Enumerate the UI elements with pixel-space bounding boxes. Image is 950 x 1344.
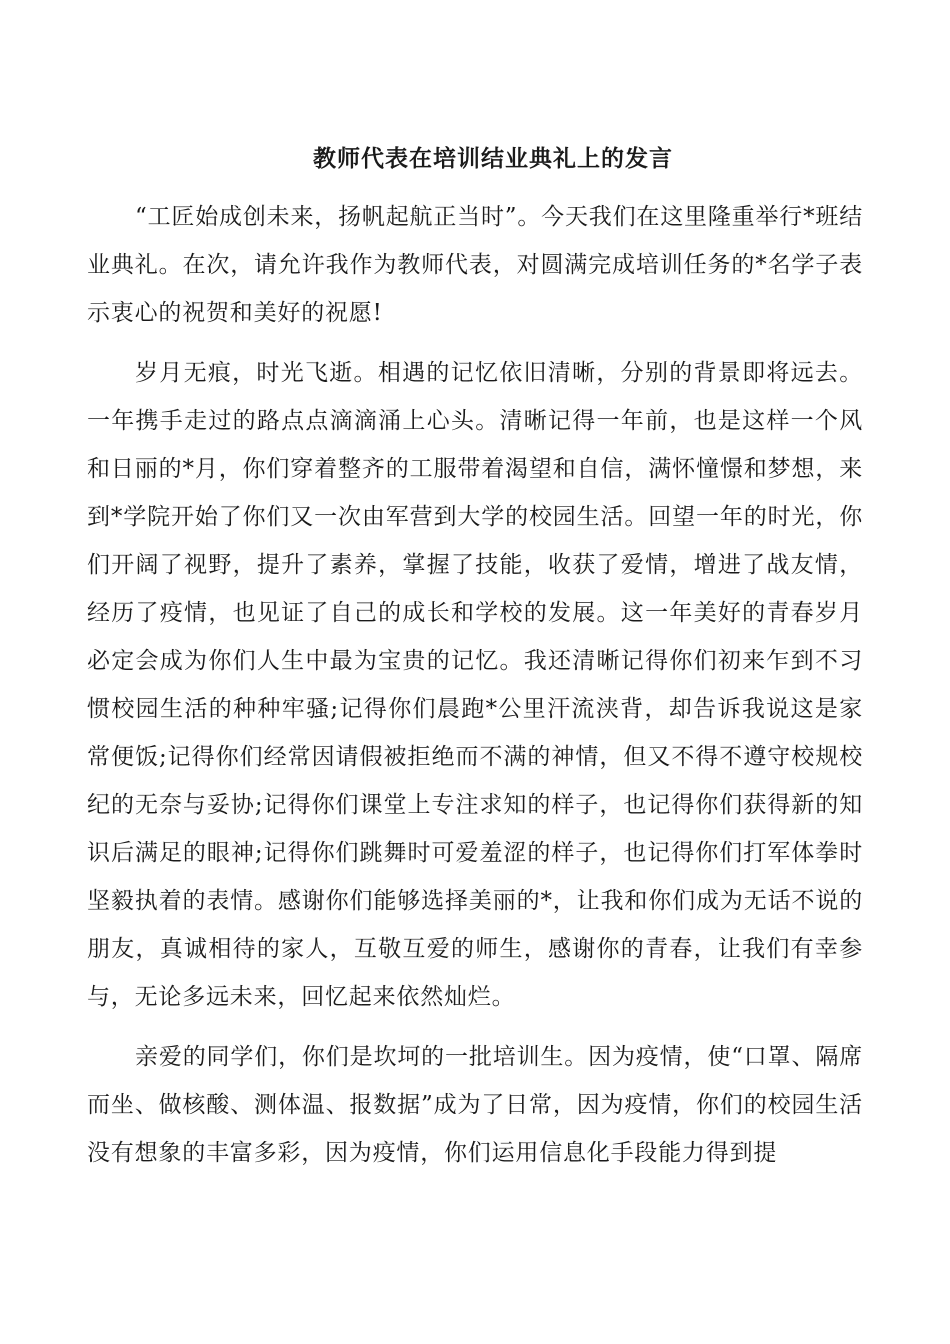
paragraph-opening: “工匠始成创未来，扬帆起航正当时”。今天我们在这里隆重举行*班结业典礼。在次，请允许我作为教师代表，对圆满完成培训任务的*名学子表示衷心的祝贺和美好的祝愿!: [87, 204, 863, 326]
paragraph-memories: 岁月无痕，时光飞逝。相遇的记忆依旧清晰，分别的背景即将远去。一年携手走过的路点点滴滴涌上心头。清晰记得一年前，也是这样一个风和日丽的*月，你们穿着整齐的工服带着渴望和自信，满怀憧憬和梦想，来到*学院开始了你们又一次由军营到大学的校园生活。回望一年的时光，你们开阔了视野，提升了素养，掌握了技能，收获了爱情，增进了战友情，经历了疫情，也见证了自己的成长和学校的发展。这一年美好的青春岁月必定会成为你们人生中最为宝贵的记忆。我还清晰记得你们初来乍到不习惯校园生活的种种牢骚;记得你们晨跑*公里汗流浃背，却告诉我说这是家常便饭;记得你们经常因请假被拒绝而不满的神情，但又不得不遵守校规校纪的无奈与妥协;记得你们课堂上专注求知的样子，也记得你们获得新的知识后满足的眼神;记得你们跳舞时可爱羞涩的样子，也记得你们打军体拳时坚毅执着的表情。感谢你们能够选择美丽的*，让我和你们成为无话不说的朋友，真诚相待的家人，互敬互爱的师生，感谢你的青春，让我们有幸参与，无论多远未来，回忆起来依然灿烂。: [87, 360, 863, 1010]
paragraph-classmates: 亲爱的同学们，你们是坎坷的一批培训生。因为疫情，使“口罩、隔席而坐、做核酸、测体温、报数据”成为了日常，因为疫情，你们的校园生活没有想象的丰富多彩，因为疫情，你们运用信息化手段能力得到提: [87, 1044, 863, 1166]
document-title: 教师代表在培训结业典礼上的发言: [313, 145, 673, 172]
document-body: [87, 193, 863, 1177]
